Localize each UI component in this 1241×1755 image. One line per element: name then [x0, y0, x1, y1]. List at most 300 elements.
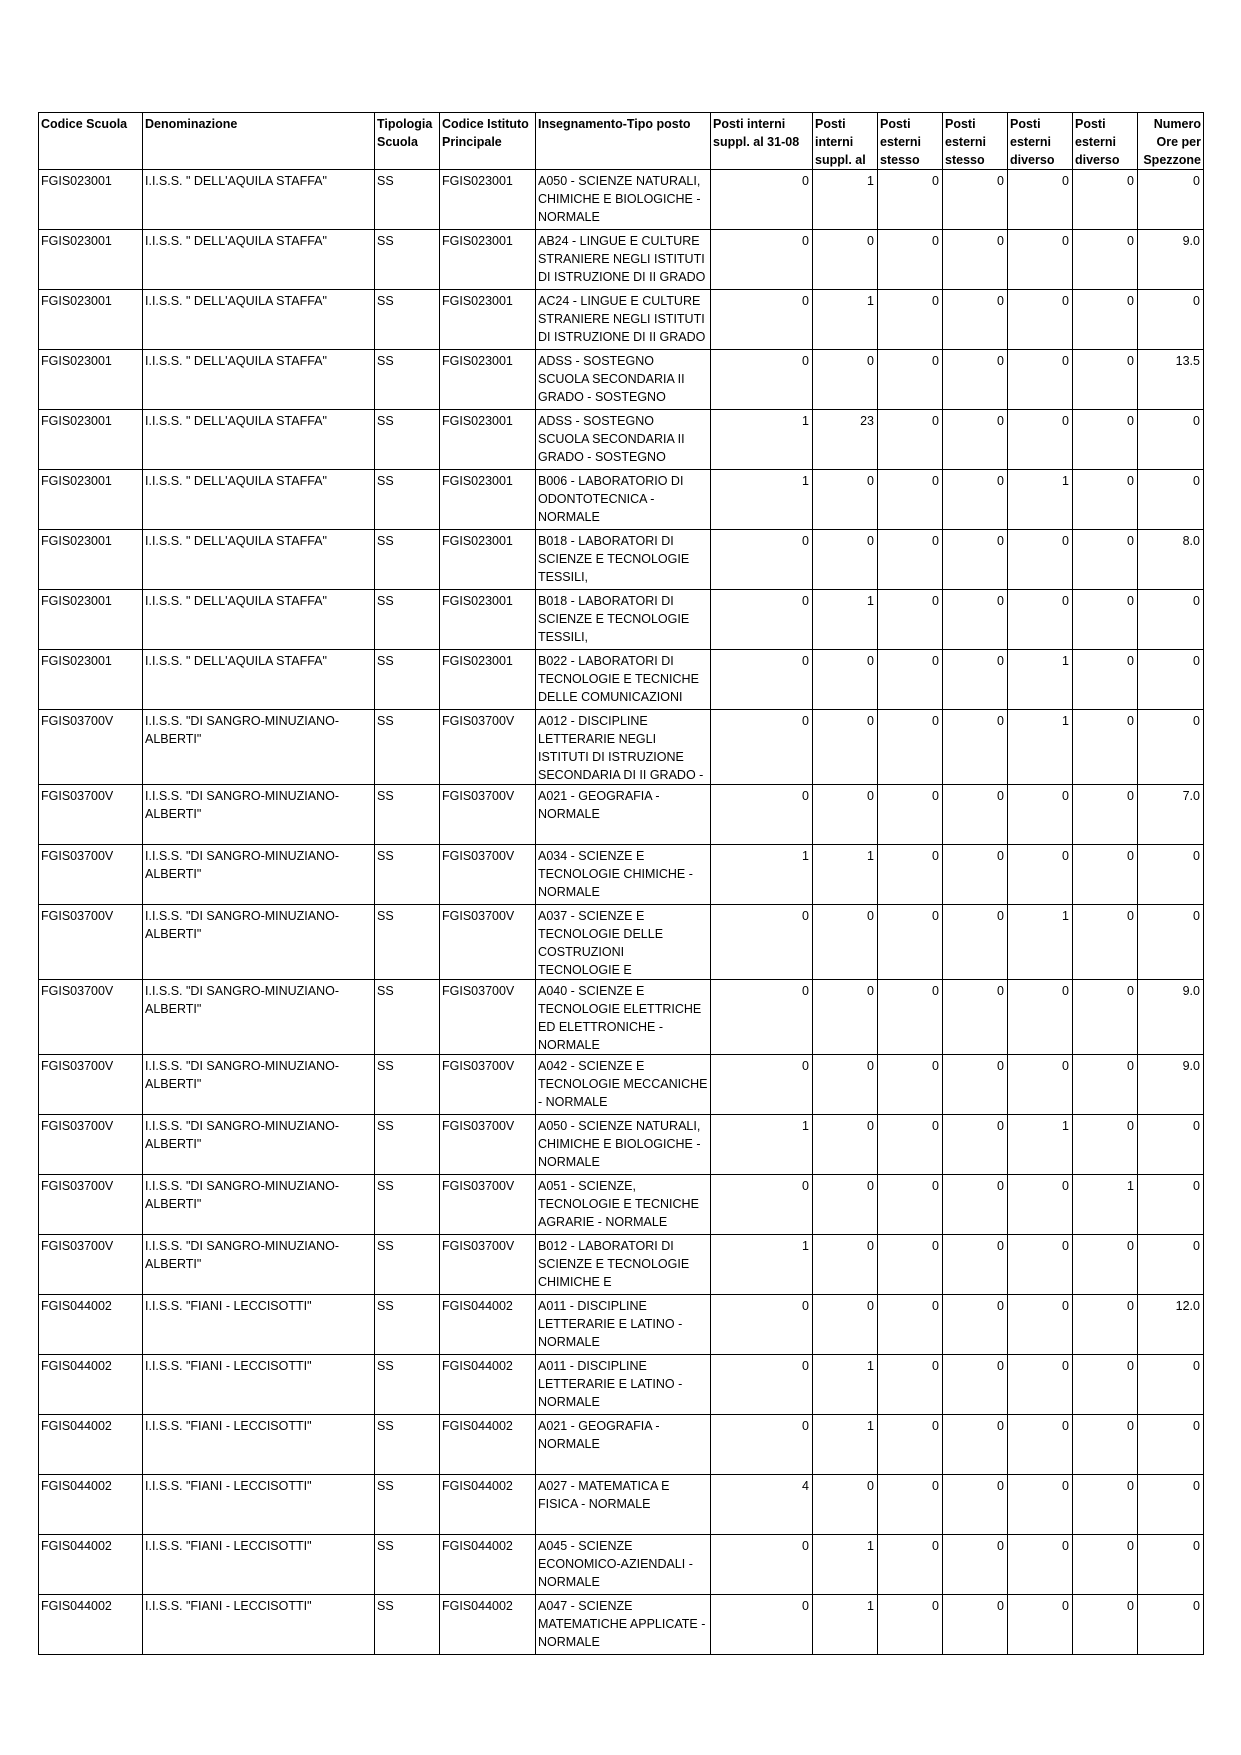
- posti-esterni-diverso-cell: 0: [1008, 590, 1073, 650]
- posti-interni-suppl-cell: 1: [813, 1415, 878, 1475]
- table-header: [39, 113, 1204, 170]
- tipologia-cell: SS: [375, 1595, 440, 1655]
- denominazione-cell: I.I.S.S. "DI SANGRO-MINUZIANO-ALBERTI": [143, 710, 375, 785]
- column-header: Posti esterni stesso: [878, 113, 943, 170]
- posti-esterni-stesso-cell: 0: [943, 1535, 1008, 1595]
- numero-ore-cell: 0: [1138, 410, 1204, 470]
- posti-esterni-diverso-cell: 0: [1073, 1055, 1138, 1115]
- codice-scuola-cell: FGIS044002: [39, 1415, 143, 1475]
- posti-interni-suppl-cell: 0: [813, 710, 878, 785]
- posti-interni-31-08-cell: 0: [711, 1295, 813, 1355]
- posti-interni-suppl-cell: 0: [813, 905, 878, 980]
- denominazione-cell: I.I.S.S. "DI SANGRO-MINUZIANO-ALBERTI": [143, 1175, 375, 1235]
- denominazione-cell: I.I.S.S. "FIANI - LECCISOTTI": [143, 1355, 375, 1415]
- insegnamento-cell: A011 - DISCIPLINE LETTERARIE E LATINO - NORMALE: [536, 1295, 711, 1355]
- posti-interni-suppl-cell: 1: [813, 170, 878, 230]
- insegnamento-cell: A034 - SCIENZE E TECNOLOGIE CHIMICHE - NORMALE: [536, 845, 711, 905]
- posti-interni-31-08-cell: 0: [711, 1055, 813, 1115]
- posti-interni-31-08-cell: 0: [711, 650, 813, 710]
- posti-interni-suppl-cell: 0: [813, 530, 878, 590]
- posti-esterni-diverso-cell: 0: [1073, 230, 1138, 290]
- posti-interni-31-08-cell: 0: [711, 350, 813, 410]
- table-row: [39, 845, 1204, 905]
- tipologia-cell: SS: [375, 905, 440, 980]
- numero-ore-cell: 0: [1138, 590, 1204, 650]
- numero-ore-cell: 0: [1138, 1475, 1204, 1535]
- denominazione-cell: I.I.S.S. " DELL'AQUILA STAFFA": [143, 470, 375, 530]
- codice-istituto-cell: FGIS023001: [440, 170, 536, 230]
- posti-esterni-stesso-cell: 0: [943, 350, 1008, 410]
- insegnamento-cell: A037 - SCIENZE E TECNOLOGIE DELLE COSTRUZIONI TECNOLOGIE E: [536, 905, 711, 980]
- codice-scuola-cell: FGIS044002: [39, 1295, 143, 1355]
- posti-interni-31-08-cell: 0: [711, 290, 813, 350]
- posti-esterni-stesso-cell: 0: [878, 1235, 943, 1295]
- numero-ore-cell: 13.5: [1138, 350, 1204, 410]
- posti-esterni-stesso-cell: 0: [878, 1355, 943, 1415]
- denominazione-cell: I.I.S.S. "FIANI - LECCISOTTI": [143, 1295, 375, 1355]
- posti-esterni-diverso-cell: 1: [1008, 1115, 1073, 1175]
- posti-esterni-stesso-cell: 0: [943, 1295, 1008, 1355]
- posti-interni-suppl-cell: 1: [813, 290, 878, 350]
- posti-esterni-diverso-cell: 0: [1008, 1055, 1073, 1115]
- table-row: [39, 1235, 1204, 1295]
- codice-istituto-cell: FGIS044002: [440, 1595, 536, 1655]
- codice-scuola-cell: FGIS03700V: [39, 1235, 143, 1295]
- posti-esterni-stesso-cell: 0: [878, 590, 943, 650]
- codice-istituto-cell: FGIS03700V: [440, 1115, 536, 1175]
- tipologia-cell: SS: [375, 1355, 440, 1415]
- posti-esterni-diverso-cell: 0: [1008, 350, 1073, 410]
- posti-esterni-stesso-cell: 0: [878, 1535, 943, 1595]
- table-row: [39, 1295, 1204, 1355]
- posti-esterni-diverso-cell: 0: [1008, 170, 1073, 230]
- table-row: [39, 1595, 1204, 1655]
- posti-esterni-diverso-cell: 1: [1008, 710, 1073, 785]
- tipologia-cell: SS: [375, 1415, 440, 1475]
- codice-istituto-cell: FGIS03700V: [440, 905, 536, 980]
- posti-esterni-stesso-cell: 0: [878, 530, 943, 590]
- codice-istituto-cell: FGIS023001: [440, 470, 536, 530]
- posti-esterni-diverso-cell: 0: [1073, 905, 1138, 980]
- denominazione-cell: I.I.S.S. "DI SANGRO-MINUZIANO-ALBERTI": [143, 845, 375, 905]
- denominazione-cell: I.I.S.S. " DELL'AQUILA STAFFA": [143, 590, 375, 650]
- codice-istituto-cell: FGIS044002: [440, 1355, 536, 1415]
- posti-esterni-stesso-cell: 0: [943, 1355, 1008, 1415]
- insegnamento-cell: B006 - LABORATORIO DI ODONTOTECNICA - NORMALE: [536, 470, 711, 530]
- insegnamento-cell: A051 - SCIENZE, TECNOLOGIE E TECNICHE AGRARIE - NORMALE: [536, 1175, 711, 1235]
- insegnamento-cell: A021 - GEOGRAFIA - NORMALE: [536, 1415, 711, 1475]
- denominazione-cell: I.I.S.S. "FIANI - LECCISOTTI": [143, 1535, 375, 1595]
- insegnamento-cell: AC24 - LINGUE E CULTURE STRANIERE NEGLI ISTITUTI DI ISTRUZIONE DI II GRADO: [536, 290, 711, 350]
- posti-esterni-stesso-cell: 0: [878, 1475, 943, 1535]
- codice-istituto-cell: FGIS044002: [440, 1415, 536, 1475]
- codice-istituto-cell: FGIS023001: [440, 410, 536, 470]
- insegnamento-cell: B012 - LABORATORI DI SCIENZE E TECNOLOGIE CHIMICHE E: [536, 1235, 711, 1295]
- numero-ore-cell: 0: [1138, 1355, 1204, 1415]
- column-header: Posti interni suppl. al 31-08: [711, 113, 813, 170]
- posti-esterni-stesso-cell: 0: [943, 1595, 1008, 1655]
- posti-esterni-stesso-cell: 0: [943, 1115, 1008, 1175]
- denominazione-cell: I.I.S.S. "FIANI - LECCISOTTI": [143, 1475, 375, 1535]
- tipologia-cell: SS: [375, 1475, 440, 1535]
- table-row: [39, 1535, 1204, 1595]
- posti-esterni-stesso-cell: 0: [943, 530, 1008, 590]
- header-row: [39, 113, 1204, 170]
- posti-interni-31-08-cell: 1: [711, 1115, 813, 1175]
- numero-ore-cell: 0: [1138, 710, 1204, 785]
- table-row: [39, 470, 1204, 530]
- tipologia-cell: SS: [375, 1175, 440, 1235]
- numero-ore-cell: 0: [1138, 1595, 1204, 1655]
- codice-istituto-cell: FGIS03700V: [440, 785, 536, 845]
- posti-interni-suppl-cell: 1: [813, 845, 878, 905]
- posti-esterni-stesso-cell: 0: [878, 170, 943, 230]
- posti-interni-31-08-cell: 0: [711, 980, 813, 1055]
- posti-esterni-diverso-cell: 0: [1073, 845, 1138, 905]
- posti-esterni-stesso-cell: 0: [878, 710, 943, 785]
- codice-scuola-cell: FGIS03700V: [39, 1175, 143, 1235]
- numero-ore-cell: 0: [1138, 1175, 1204, 1235]
- posti-esterni-diverso-cell: 0: [1073, 1295, 1138, 1355]
- posti-interni-suppl-cell: 0: [813, 1115, 878, 1175]
- posti-interni-31-08-cell: 0: [711, 1415, 813, 1475]
- tipologia-cell: SS: [375, 650, 440, 710]
- posti-interni-31-08-cell: 0: [711, 905, 813, 980]
- column-header: Posti esterni diverso: [1008, 113, 1073, 170]
- numero-ore-cell: 0: [1138, 470, 1204, 530]
- posti-interni-31-08-cell: 1: [711, 845, 813, 905]
- posti-esterni-stesso-cell: 0: [943, 470, 1008, 530]
- posti-interni-31-08-cell: 1: [711, 470, 813, 530]
- posti-esterni-stesso-cell: 0: [943, 1475, 1008, 1535]
- posti-esterni-diverso-cell: 0: [1073, 470, 1138, 530]
- posti-interni-31-08-cell: 1: [711, 410, 813, 470]
- codice-scuola-cell: FGIS023001: [39, 230, 143, 290]
- insegnamento-cell: A012 - DISCIPLINE LETTERARIE NEGLI ISTITUTI DI ISTRUZIONE SECONDARIA DI II GRADO -: [536, 710, 711, 785]
- table-row: [39, 1175, 1204, 1235]
- posti-esterni-stesso-cell: 0: [878, 1295, 943, 1355]
- posti-interni-suppl-cell: 0: [813, 1055, 878, 1115]
- column-header: Posti interni suppl. al: [813, 113, 878, 170]
- posti-interni-31-08-cell: 0: [711, 1595, 813, 1655]
- posti-esterni-diverso-cell: 0: [1008, 1355, 1073, 1415]
- posti-esterni-stesso-cell: 0: [943, 410, 1008, 470]
- posti-esterni-stesso-cell: 0: [878, 1055, 943, 1115]
- codice-istituto-cell: FGIS03700V: [440, 1175, 536, 1235]
- posti-esterni-diverso-cell: 0: [1008, 290, 1073, 350]
- codice-istituto-cell: FGIS03700V: [440, 845, 536, 905]
- posti-esterni-diverso-cell: 0: [1008, 410, 1073, 470]
- insegnamento-cell: ADSS - SOSTEGNO SCUOLA SECONDARIA II GRADO - SOSTEGNO: [536, 410, 711, 470]
- tipologia-cell: SS: [375, 785, 440, 845]
- denominazione-cell: I.I.S.S. "DI SANGRO-MINUZIANO-ALBERTI": [143, 905, 375, 980]
- posti-esterni-diverso-cell: 0: [1073, 1235, 1138, 1295]
- posti-esterni-stesso-cell: 0: [943, 980, 1008, 1055]
- posti-esterni-diverso-cell: 0: [1008, 1235, 1073, 1295]
- codice-istituto-cell: FGIS03700V: [440, 1235, 536, 1295]
- insegnamento-cell: A011 - DISCIPLINE LETTERARIE E LATINO - NORMALE: [536, 1355, 711, 1415]
- codice-scuola-cell: FGIS023001: [39, 470, 143, 530]
- posti-interni-31-08-cell: 0: [711, 710, 813, 785]
- insegnamento-cell: A047 - SCIENZE MATEMATICHE APPLICATE - NORMALE: [536, 1595, 711, 1655]
- codice-scuola-cell: FGIS03700V: [39, 845, 143, 905]
- numero-ore-cell: 9.0: [1138, 230, 1204, 290]
- codice-istituto-cell: FGIS044002: [440, 1535, 536, 1595]
- posti-interni-suppl-cell: 0: [813, 1295, 878, 1355]
- column-header: Tipologia Scuola: [375, 113, 440, 170]
- codice-scuola-cell: FGIS03700V: [39, 1115, 143, 1175]
- posti-interni-suppl-cell: 0: [813, 650, 878, 710]
- codice-istituto-cell: FGIS03700V: [440, 1055, 536, 1115]
- tipologia-cell: SS: [375, 1535, 440, 1595]
- numero-ore-cell: 0: [1138, 170, 1204, 230]
- posti-esterni-diverso-cell: 0: [1073, 590, 1138, 650]
- codice-scuola-cell: FGIS023001: [39, 350, 143, 410]
- tipologia-cell: SS: [375, 170, 440, 230]
- posti-esterni-diverso-cell: 0: [1008, 1415, 1073, 1475]
- table-row: [39, 410, 1204, 470]
- insegnamento-cell: B022 - LABORATORI DI TECNOLOGIE E TECNICHE DELLE COMUNICAZIONI: [536, 650, 711, 710]
- posti-interni-suppl-cell: 1: [813, 590, 878, 650]
- insegnamento-cell: AB24 - LINGUE E CULTURE STRANIERE NEGLI ISTITUTI DI ISTRUZIONE DI II GRADO: [536, 230, 711, 290]
- posti-esterni-stesso-cell: 0: [878, 350, 943, 410]
- posti-esterni-stesso-cell: 0: [943, 845, 1008, 905]
- posti-interni-31-08-cell: 0: [711, 590, 813, 650]
- table-row: [39, 530, 1204, 590]
- denominazione-cell: I.I.S.S. "FIANI - LECCISOTTI": [143, 1595, 375, 1655]
- table-row: [39, 785, 1204, 845]
- posti-esterni-stesso-cell: 0: [878, 1415, 943, 1475]
- table-row: [39, 170, 1204, 230]
- denominazione-cell: I.I.S.S. " DELL'AQUILA STAFFA": [143, 290, 375, 350]
- insegnamento-cell: A050 - SCIENZE NATURALI, CHIMICHE E BIOLOGICHE - NORMALE: [536, 170, 711, 230]
- posti-esterni-diverso-cell: 0: [1073, 1595, 1138, 1655]
- numero-ore-cell: 8.0: [1138, 530, 1204, 590]
- codice-istituto-cell: FGIS03700V: [440, 980, 536, 1055]
- codice-scuola-cell: FGIS023001: [39, 590, 143, 650]
- posti-esterni-diverso-cell: 0: [1008, 1175, 1073, 1235]
- tipologia-cell: SS: [375, 845, 440, 905]
- posti-interni-31-08-cell: 0: [711, 785, 813, 845]
- posti-interni-suppl-cell: 0: [813, 1175, 878, 1235]
- posti-esterni-stesso-cell: 0: [943, 710, 1008, 785]
- codice-istituto-cell: FGIS03700V: [440, 710, 536, 785]
- denominazione-cell: I.I.S.S. "DI SANGRO-MINUZIANO-ALBERTI": [143, 1235, 375, 1295]
- tipologia-cell: SS: [375, 470, 440, 530]
- denominazione-cell: I.I.S.S. "DI SANGRO-MINUZIANO-ALBERTI": [143, 980, 375, 1055]
- posti-esterni-diverso-cell: 1: [1073, 1175, 1138, 1235]
- posti-esterni-stesso-cell: 0: [878, 410, 943, 470]
- posti-esterni-stesso-cell: 0: [878, 845, 943, 905]
- codice-istituto-cell: FGIS044002: [440, 1475, 536, 1535]
- insegnamento-cell: B018 - LABORATORI DI SCIENZE E TECNOLOGIE TESSILI,: [536, 530, 711, 590]
- codice-istituto-cell: FGIS023001: [440, 350, 536, 410]
- codice-istituto-cell: FGIS044002: [440, 1295, 536, 1355]
- posti-interni-suppl-cell: 0: [813, 1235, 878, 1295]
- codice-scuola-cell: FGIS03700V: [39, 785, 143, 845]
- table-row: [39, 290, 1204, 350]
- tipologia-cell: SS: [375, 530, 440, 590]
- posti-esterni-diverso-cell: 0: [1008, 1595, 1073, 1655]
- posti-esterni-diverso-cell: 0: [1008, 1295, 1073, 1355]
- posti-esterni-diverso-cell: 0: [1008, 845, 1073, 905]
- numero-ore-cell: 0: [1138, 650, 1204, 710]
- posti-esterni-stesso-cell: 0: [943, 230, 1008, 290]
- posti-esterni-stesso-cell: 0: [943, 1235, 1008, 1295]
- posti-esterni-stesso-cell: 0: [878, 905, 943, 980]
- tipologia-cell: SS: [375, 290, 440, 350]
- posti-esterni-diverso-cell: 0: [1073, 170, 1138, 230]
- numero-ore-cell: 0: [1138, 1415, 1204, 1475]
- numero-ore-cell: 0: [1138, 1535, 1204, 1595]
- posti-esterni-stesso-cell: 0: [878, 290, 943, 350]
- posti-interni-suppl-cell: 0: [813, 1475, 878, 1535]
- codice-istituto-cell: FGIS023001: [440, 530, 536, 590]
- codice-istituto-cell: FGIS023001: [440, 650, 536, 710]
- codice-istituto-cell: FGIS023001: [440, 230, 536, 290]
- posti-esterni-stesso-cell: 0: [943, 785, 1008, 845]
- table-row: [39, 1475, 1204, 1535]
- numero-ore-cell: 0: [1138, 845, 1204, 905]
- tipologia-cell: SS: [375, 410, 440, 470]
- posti-esterni-diverso-cell: 0: [1073, 350, 1138, 410]
- posti-interni-31-08-cell: 4: [711, 1475, 813, 1535]
- numero-ore-cell: 9.0: [1138, 1055, 1204, 1115]
- posti-esterni-stesso-cell: 0: [943, 1175, 1008, 1235]
- tipologia-cell: SS: [375, 350, 440, 410]
- codice-scuola-cell: FGIS044002: [39, 1595, 143, 1655]
- denominazione-cell: I.I.S.S. "DI SANGRO-MINUZIANO-ALBERTI": [143, 1115, 375, 1175]
- column-header: Numero Ore per Spezzone: [1138, 113, 1204, 170]
- column-header: Posti esterni stesso: [943, 113, 1008, 170]
- posti-esterni-stesso-cell: 0: [943, 1415, 1008, 1475]
- posti-esterni-stesso-cell: 0: [943, 170, 1008, 230]
- posti-esterni-diverso-cell: 0: [1073, 1355, 1138, 1415]
- posti-esterni-stesso-cell: 0: [878, 1175, 943, 1235]
- posti-esterni-diverso-cell: 0: [1073, 785, 1138, 845]
- posti-interni-31-08-cell: 0: [711, 1175, 813, 1235]
- posti-esterni-diverso-cell: 0: [1073, 1115, 1138, 1175]
- posti-interni-31-08-cell: 0: [711, 230, 813, 290]
- numero-ore-cell: 0: [1138, 1115, 1204, 1175]
- column-header: Posti esterni diverso: [1073, 113, 1138, 170]
- codice-scuola-cell: FGIS03700V: [39, 905, 143, 980]
- posti-esterni-diverso-cell: 1: [1008, 905, 1073, 980]
- posti-esterni-stesso-cell: 0: [878, 470, 943, 530]
- posti-interni-suppl-cell: 0: [813, 980, 878, 1055]
- posti-esterni-stesso-cell: 0: [943, 905, 1008, 980]
- insegnamento-cell: A040 - SCIENZE E TECNOLOGIE ELETTRICHE ED ELETTRONICHE - NORMALE: [536, 980, 711, 1055]
- tipologia-cell: SS: [375, 590, 440, 650]
- insegnamento-cell: A045 - SCIENZE ECONOMICO-AZIENDALI - NORMALE: [536, 1535, 711, 1595]
- posti-esterni-stesso-cell: 0: [878, 230, 943, 290]
- posti-esterni-stesso-cell: 0: [943, 1055, 1008, 1115]
- table-row: [39, 650, 1204, 710]
- posti-esterni-diverso-cell: 0: [1073, 410, 1138, 470]
- codice-scuola-cell: FGIS03700V: [39, 710, 143, 785]
- table-row: [39, 590, 1204, 650]
- table-body: [39, 170, 1204, 1655]
- table-row: [39, 1415, 1204, 1475]
- posti-esterni-diverso-cell: 0: [1008, 230, 1073, 290]
- posti-table: [38, 112, 1204, 1655]
- posti-interni-suppl-cell: 1: [813, 1595, 878, 1655]
- codice-istituto-cell: FGIS023001: [440, 590, 536, 650]
- posti-interni-suppl-cell: 1: [813, 1355, 878, 1415]
- denominazione-cell: I.I.S.S. " DELL'AQUILA STAFFA": [143, 530, 375, 590]
- codice-scuola-cell: FGIS03700V: [39, 1055, 143, 1115]
- insegnamento-cell: A050 - SCIENZE NATURALI, CHIMICHE E BIOLOGICHE - NORMALE: [536, 1115, 711, 1175]
- codice-scuola-cell: FGIS044002: [39, 1535, 143, 1595]
- posti-interni-suppl-cell: 23: [813, 410, 878, 470]
- denominazione-cell: I.I.S.S. " DELL'AQUILA STAFFA": [143, 350, 375, 410]
- posti-interni-suppl-cell: 1: [813, 1535, 878, 1595]
- codice-scuola-cell: FGIS023001: [39, 170, 143, 230]
- insegnamento-cell: A042 - SCIENZE E TECNOLOGIE MECCANICHE - NORMALE: [536, 1055, 711, 1115]
- posti-esterni-stesso-cell: 0: [878, 980, 943, 1055]
- tipologia-cell: SS: [375, 1295, 440, 1355]
- column-header: Codice Scuola: [39, 113, 143, 170]
- numero-ore-cell: 7.0: [1138, 785, 1204, 845]
- posti-esterni-diverso-cell: 0: [1073, 1535, 1138, 1595]
- codice-scuola-cell: FGIS044002: [39, 1475, 143, 1535]
- posti-interni-31-08-cell: 0: [711, 1535, 813, 1595]
- posti-esterni-diverso-cell: 0: [1008, 530, 1073, 590]
- posti-interni-suppl-cell: 0: [813, 350, 878, 410]
- table-row: [39, 1115, 1204, 1175]
- denominazione-cell: I.I.S.S. " DELL'AQUILA STAFFA": [143, 230, 375, 290]
- table-row: [39, 230, 1204, 290]
- posti-esterni-diverso-cell: 0: [1073, 1475, 1138, 1535]
- posti-esterni-diverso-cell: 0: [1008, 980, 1073, 1055]
- tipologia-cell: SS: [375, 230, 440, 290]
- codice-scuola-cell: FGIS023001: [39, 410, 143, 470]
- tipologia-cell: SS: [375, 1235, 440, 1295]
- codice-istituto-cell: FGIS023001: [440, 290, 536, 350]
- codice-scuola-cell: FGIS023001: [39, 650, 143, 710]
- insegnamento-cell: A027 - MATEMATICA E FISICA - NORMALE: [536, 1475, 711, 1535]
- posti-esterni-diverso-cell: 0: [1073, 650, 1138, 710]
- denominazione-cell: I.I.S.S. " DELL'AQUILA STAFFA": [143, 410, 375, 470]
- tipologia-cell: SS: [375, 710, 440, 785]
- numero-ore-cell: 0: [1138, 905, 1204, 980]
- posti-interni-31-08-cell: 1: [711, 1235, 813, 1295]
- tipologia-cell: SS: [375, 980, 440, 1055]
- insegnamento-cell: A021 - GEOGRAFIA - NORMALE: [536, 785, 711, 845]
- posti-esterni-stesso-cell: 0: [878, 1115, 943, 1175]
- posti-esterni-diverso-cell: 0: [1008, 785, 1073, 845]
- denominazione-cell: I.I.S.S. "DI SANGRO-MINUZIANO-ALBERTI": [143, 1055, 375, 1115]
- table-row: [39, 1355, 1204, 1415]
- posti-interni-suppl-cell: 0: [813, 470, 878, 530]
- tipologia-cell: SS: [375, 1055, 440, 1115]
- posti-esterni-stesso-cell: 0: [878, 650, 943, 710]
- numero-ore-cell: 9.0: [1138, 980, 1204, 1055]
- denominazione-cell: I.I.S.S. " DELL'AQUILA STAFFA": [143, 170, 375, 230]
- posti-esterni-diverso-cell: 1: [1008, 470, 1073, 530]
- denominazione-cell: I.I.S.S. " DELL'AQUILA STAFFA": [143, 650, 375, 710]
- tipologia-cell: SS: [375, 1115, 440, 1175]
- posti-esterni-stesso-cell: 0: [878, 785, 943, 845]
- posti-interni-31-08-cell: 0: [711, 170, 813, 230]
- posti-esterni-stesso-cell: 0: [943, 590, 1008, 650]
- posti-esterni-diverso-cell: 0: [1008, 1535, 1073, 1595]
- codice-scuola-cell: FGIS023001: [39, 530, 143, 590]
- posti-esterni-stesso-cell: 0: [943, 650, 1008, 710]
- codice-scuola-cell: FGIS03700V: [39, 980, 143, 1055]
- numero-ore-cell: 0: [1138, 1235, 1204, 1295]
- column-header: Denominazione: [143, 113, 375, 170]
